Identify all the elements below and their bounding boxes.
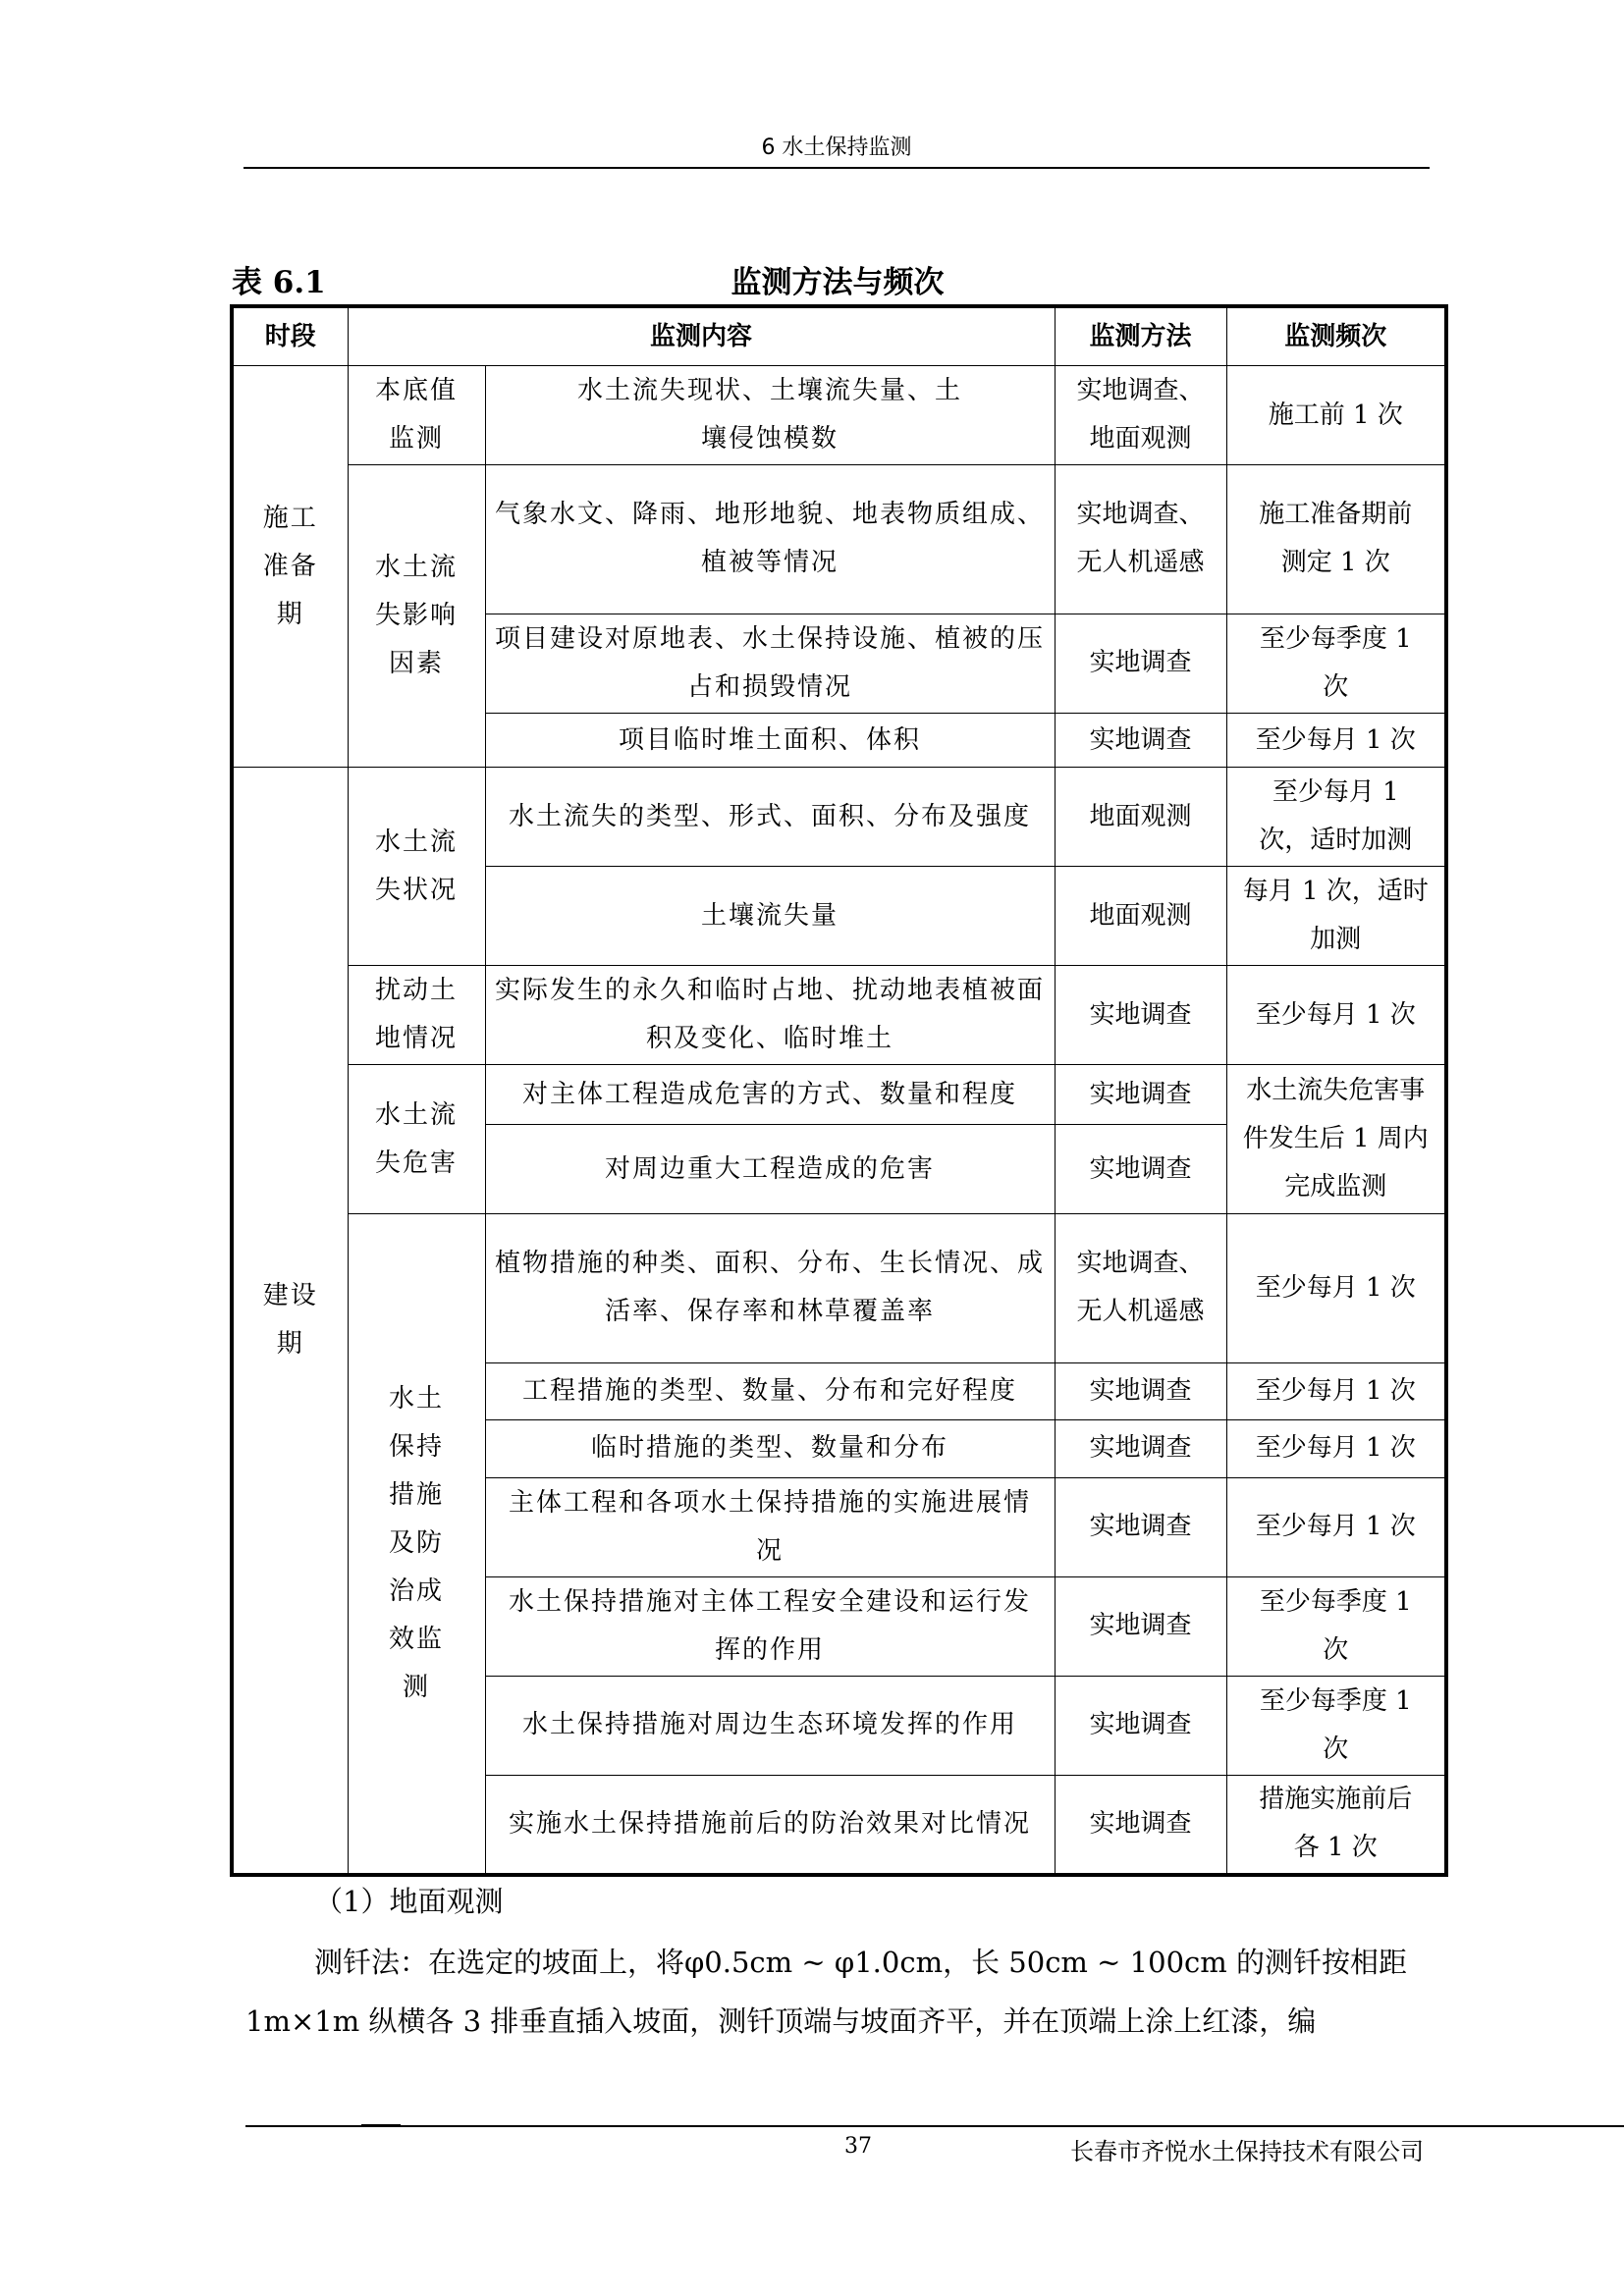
frequency-cell: 至少每月 1 次	[1226, 1213, 1446, 1362]
method-cell: 实地调查	[1055, 1420, 1226, 1478]
frequency-cell: 至少每季度 1 次	[1226, 1576, 1446, 1676]
category-cell: 本底值监测	[348, 366, 485, 465]
method-cell: 实地调查	[1055, 966, 1226, 1065]
method-cell: 实地调查	[1055, 1125, 1226, 1214]
category-cell: 水土流失影响因素	[348, 465, 485, 768]
frequency-cell: 至少每季度 1 次	[1226, 614, 1446, 713]
content-cell: 项目建设对原地表、水土保持设施、植被的压占和损毁情况	[485, 614, 1055, 713]
frequency-cell: 施工前 1 次	[1226, 366, 1446, 465]
frequency-cell: 至少每月 1 次	[1226, 1420, 1446, 1478]
body-paragraph-line: 测钎法：在选定的坡面上，将φ0.5cm ~ φ1.0cm，长 50cm ~ 100cm 的测钎按相距	[314, 1946, 1407, 1979]
content-cell: 临时措施的类型、数量和分布	[485, 1420, 1055, 1478]
method-cell: 实地调查	[1055, 1362, 1226, 1420]
company-name: 长春市齐悦水土保持技术有限公司	[1070, 2138, 1424, 2165]
frequency-cell: 每月 1 次，适时加测	[1226, 867, 1446, 966]
footer-rule-mark	[361, 2124, 401, 2127]
table-header-row	[232, 306, 1446, 366]
table-row	[232, 465, 1446, 614]
page-number: 37	[844, 2134, 872, 2159]
content-cell: 主体工程和各项水土保持措施的实施进展情况	[485, 1477, 1055, 1576]
content-cell: 植物措施的种类、面积、分布、生长情况、成活率、保存率和林草覆盖率	[485, 1213, 1055, 1362]
content-cell: 对周边重大工程造成的危害	[485, 1125, 1055, 1214]
header-method: 监测方法	[1055, 306, 1226, 366]
header-rule	[244, 167, 1430, 169]
table-row	[232, 966, 1446, 1065]
monitoring-table	[230, 304, 1448, 1877]
content-cell: 土壤流失量	[485, 867, 1055, 966]
frequency-cell: 至少每月 1 次	[1226, 1362, 1446, 1420]
content-cell: 实施水土保持措施前后的防治效果对比情况	[485, 1775, 1055, 1875]
content-cell: 实际发生的永久和临时占地、扰动地表植被面积及变化、临时堆土	[485, 966, 1055, 1065]
table-row	[232, 366, 1446, 465]
method-cell: 实地调查	[1055, 1576, 1226, 1676]
content-cell: 项目临时堆土面积、体积	[485, 713, 1055, 768]
header-frequency: 监测频次	[1226, 306, 1446, 366]
table-row	[232, 1065, 1446, 1125]
method-cell: 实地调查、无人机遥感	[1055, 1213, 1226, 1362]
frequency-cell: 措施实施前后各 1 次	[1226, 1775, 1446, 1875]
frequency-cell: 至少每月 1 次	[1226, 713, 1446, 768]
header-stage: 时段	[232, 306, 348, 366]
content-cell: 水土流失现状、土壤流失量、土壤侵蚀模数	[485, 366, 1055, 465]
method-cell: 实地调查、无人机遥感	[1055, 465, 1226, 614]
method-cell: 实地调查	[1055, 1676, 1226, 1775]
category-cell: 扰动土地情况	[348, 966, 485, 1065]
chapter-header: 6 水土保持监测	[761, 135, 912, 160]
section-heading: （1）地面观测	[314, 1885, 504, 1918]
frequency-cell: 至少每月 1 次	[1226, 1477, 1446, 1576]
content-cell: 气象水文、降雨、地形地貌、地表物质组成、植被等情况	[485, 465, 1055, 614]
content-cell: 水土保持措施对周边生态环境发挥的作用	[485, 1676, 1055, 1775]
method-cell: 实地调查	[1055, 614, 1226, 713]
frequency-cell: 至少每月 1 次，适时加测	[1226, 768, 1446, 867]
content-cell: 工程措施的类型、数量、分布和完好程度	[485, 1362, 1055, 1420]
category-cell: 水土流失危害	[348, 1065, 485, 1214]
table-title: 监测方法与频次	[731, 265, 945, 300]
table-number: 表 6.1	[232, 265, 326, 300]
frequency-cell: 施工准备期前测定 1 次	[1226, 465, 1446, 614]
stage-cell: 建设期	[232, 768, 348, 1875]
category-cell: 水土流失状况	[348, 768, 485, 966]
body-paragraph-line: 1m×1m 纵横各 3 排垂直插入坡面，测钎顶端与坡面齐平，并在顶端上涂上红漆，编	[245, 2004, 1317, 2038]
stage-cell: 施工准备期	[232, 366, 348, 768]
method-cell: 实地调查	[1055, 713, 1226, 768]
table-row	[232, 1213, 1446, 1362]
content-cell: 水土流失的类型、形式、面积、分布及强度	[485, 768, 1055, 867]
category-cell: 水土保持措施及防治成效监测	[348, 1213, 485, 1875]
frequency-cell: 至少每季度 1 次	[1226, 1676, 1446, 1775]
table-row	[232, 768, 1446, 867]
method-cell: 实地调查、地面观测	[1055, 366, 1226, 465]
method-cell: 地面观测	[1055, 768, 1226, 867]
footer-rule	[245, 2125, 1624, 2127]
method-cell: 地面观测	[1055, 867, 1226, 966]
method-cell: 实地调查	[1055, 1477, 1226, 1576]
method-cell: 实地调查	[1055, 1065, 1226, 1125]
method-cell: 实地调查	[1055, 1775, 1226, 1875]
frequency-cell: 水土流失危害事件发生后 1 周内完成监测	[1226, 1065, 1446, 1214]
header-content: 监测内容	[348, 306, 1055, 366]
frequency-cell: 至少每月 1 次	[1226, 966, 1446, 1065]
content-cell: 水土保持措施对主体工程安全建设和运行发挥的作用	[485, 1576, 1055, 1676]
content-cell: 对主体工程造成危害的方式、数量和程度	[485, 1065, 1055, 1125]
